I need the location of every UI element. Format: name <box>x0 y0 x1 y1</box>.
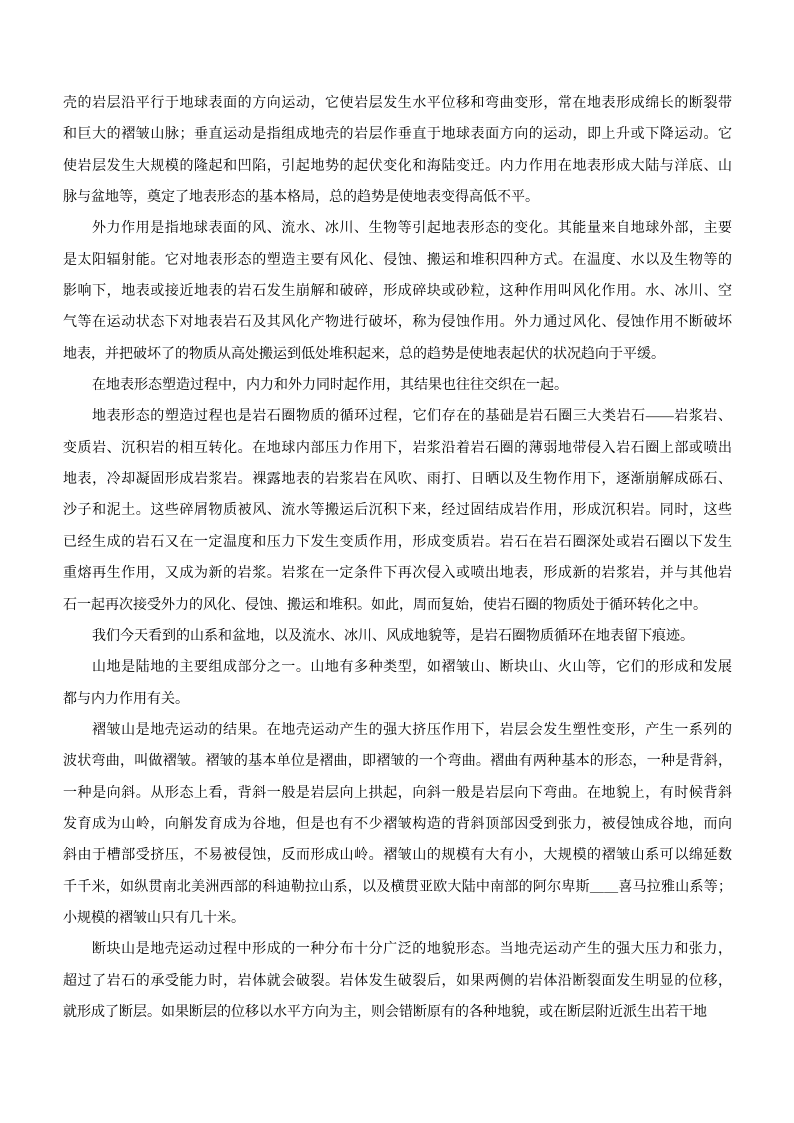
text-line: 地表形态的塑造过程也是岩石圈物质的循环过程，它们存在的基础是岩石圈三大类岩石——岩浆岩、 <box>92 409 732 425</box>
text-line: 脉与盆地等，奠定了地表形态的基本格局，总的趋势是使地表变得高低不平。 <box>63 190 539 206</box>
text-line: 断块山是地壳运动过程中形成的一种分布十分广泛的地貌形态。当地壳运动产生的强大压力和张力， <box>92 942 732 958</box>
document-body <box>63 88 732 1028</box>
text-line: 影响下，地表或接近地表的岩石发生崩解和破碎，形成碎块或砂粒，这种作用叫风化作用。水、冰川、空 <box>63 284 732 300</box>
text-line: 我们今天看到的山系和盆地，以及流水、冰川、风成地貌等，是岩石圈物质循环在地表留下痕迹。 <box>92 628 694 644</box>
text-line: 山地是陆地的主要组成部分之一。山地有多种类型，如褶皱山、断块山、火山等，它们的形成和发展 <box>92 660 732 676</box>
paragraph <box>63 934 732 1028</box>
text-line: 波状弯曲，叫做褶皱。褶皱的基本单位是褶曲，即褶皱的一个弯曲。褶曲有两种基本的形态，一种是背斜， <box>63 754 732 770</box>
paragraph <box>63 715 732 934</box>
text-line: 已经生成的岩石又在一定温度和压力下发生变质作用，形成变质岩。岩石在岩石圈深处或岩石圈以下发生 <box>63 534 732 550</box>
text-line: 是太阳辐射能。它对地表形态的塑造主要有风化、侵蚀、搬运和堆积四种方式。在温度、水以及生物等的 <box>63 252 732 268</box>
paragraph <box>63 401 732 620</box>
text-line: 壳的岩层沿平行于地球表面的方向运动，它使岩层发生水平位移和弯曲变形，常在地表形成绵长的断裂带 <box>63 96 732 111</box>
paragraph <box>63 370 732 401</box>
text-line: 石一起再次接受外力的风化、侵蚀、搬运和堆积。如此，周而复始，使岩石圈的物质处于循环转化之中。 <box>63 597 707 613</box>
paragraph <box>63 652 732 715</box>
text-line: 重熔再生作用，又成为新的岩浆。岩浆在一定条件下再次侵入或喷出地表，形成新的岩浆岩，并与其他岩 <box>63 566 732 582</box>
paragraph <box>63 213 732 370</box>
text-line: 都与内力作用有关。 <box>63 691 189 707</box>
text-line: 使岩层发生大规模的隆起和凹陷，引起地势的起伏变化和海陆变迁。内力作用在地表形成大陆与洋底、山 <box>63 158 732 174</box>
text-line: 褶皱山是地壳运动的结果。在地壳运动产生的强大挤压作用下，岩层会发生塑性变形，产生一系列的 <box>92 722 732 738</box>
text-line: 一种是向斜。从形态上看，背斜一般是岩层向上拱起，向斜一般是岩层向下弯曲。在地貌上，有时候背斜 <box>63 785 732 801</box>
text-line: 斜由于槽部受挤压，不易被侵蚀，反而形成山岭。褶皱山的规模有大有小，大规模的褶皱山系可以绵延数 <box>63 848 732 864</box>
text-line: 超过了岩石的承受能力时，岩体就会破裂。岩体发生破裂后，如果两侧的岩体沿断裂面发生明显的位移， <box>63 973 732 989</box>
paragraph <box>63 88 732 213</box>
text-line: 沙子和泥土。这些碎屑物质被风、流水等搬运后沉积下来，经过固结成岩作用，形成沉积岩。同时，这些 <box>63 503 732 519</box>
text-line: 发育成为山岭，向斛发育成为谷地，但是也有不少褶皱构造的背斜顶部因受到张力，被侵蚀成谷地，而向 <box>63 816 732 832</box>
text-line: 地表，并把破坏了的物质从高处搬运到低处堆积起来，总的趋势是使地表起伏的状况趋向于平缓。 <box>63 346 665 362</box>
text-line: 小规模的褶皱山只有几十米。 <box>63 910 245 926</box>
text-line: 地表，冷却凝固形成岩浆岩。裸露地表的岩浆岩在风吹、雨打、日晒以及生物作用下，逐渐崩解成砾石、 <box>63 472 732 488</box>
text-line: 变质岩、沉积岩的相互转化。在地球内部压力作用下，岩浆沿着岩石圈的薄弱地带侵入岩石圈上部或喷出 <box>63 440 732 456</box>
paragraph <box>63 621 732 652</box>
text-line: 气等在运动状态下对地表岩石及其风化产物进行破坏，称为侵蚀作用。外力通过风化、侵蚀作用不断破坏 <box>63 315 732 331</box>
text-line: 在地表形态塑造过程中，内力和外力同时起作用，其结果也往往交织在一起。 <box>92 378 568 394</box>
text-line: 外力作用是指地球表面的风、流水、冰川、生物等引起地表形态的变化。其能量来自地球外部，主要 <box>92 221 732 237</box>
text-line: 就形成了断层。如果断层的位移以水平方向为主，则会错断原有的各种地貌，或在断层附近派生出若干地 <box>63 1004 707 1020</box>
text-line: 和巨大的褶皱山脉；垂直运动是指组成地壳的岩层作垂直于地球表面方向的运动，即上升或下降运动。它 <box>63 127 732 143</box>
text-line: 千千米，如纵贯南北美洲西部的科迪勒拉山系，以及横贯亚欧大陆中南部的阿尔卑斯＿＿喜马拉雅山系等； <box>63 879 732 895</box>
